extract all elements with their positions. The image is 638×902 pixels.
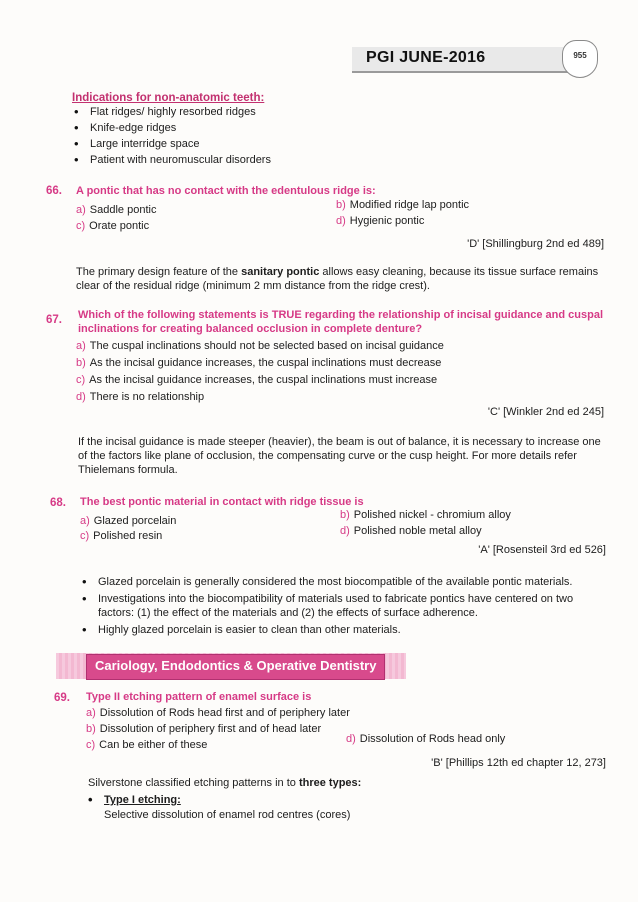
question-text: Which of the following statements is TRUE regarding the relationship of incisal guidance and cuspal inclinations for creating balanced occlusion in complete denture? bbox=[78, 309, 604, 335]
list-item: • Flat ridges/ highly resorbed ridges bbox=[74, 104, 474, 120]
list-item: • Investigations into the biocompatibility of materials used to fabricate pontics have centered on two factors: (1) the effect of the materials and (2) the effects of surface adherence. bbox=[82, 592, 612, 620]
option-b: b) Polished nickel - chromium alloy bbox=[340, 509, 511, 521]
answer-reference: 'D' [Shillingburg 2nd ed 489] bbox=[467, 238, 604, 250]
explanation: The primary design feature of the sanitary pontic allows easy cleaning, because its tissue surface remains clear of the residual ridge (minimum 2 mm distance from the ridge crest). bbox=[76, 266, 599, 292]
option-c: c) Polished resin bbox=[80, 530, 163, 542]
answer-reference: 'C' [Winkler 2nd ed 245] bbox=[487, 406, 604, 418]
type1-heading: • Type I etching: bbox=[88, 792, 588, 808]
question-number: 67. bbox=[46, 314, 62, 326]
answer-reference: 'B' [Phillips 12th ed chapter 12, 273] bbox=[431, 757, 606, 769]
option-a: a) Saddle pontic bbox=[76, 204, 157, 216]
option-c: c) Orate pontic bbox=[76, 220, 150, 232]
question-text: A pontic that has no contact with the edentulous ridge is: bbox=[76, 185, 376, 197]
option-c: c) As the incisal guidance increases, the cuspal inclinations must increase bbox=[76, 374, 438, 386]
option-b: b) Dissolution of periphery first and of head later bbox=[86, 723, 322, 735]
question-number: 66. bbox=[46, 185, 62, 197]
question-text: Type II etching pattern of enamel surface is bbox=[86, 691, 312, 703]
list-item: • Patient with neuromuscular disorders bbox=[74, 152, 474, 168]
option-d: d) Polished noble metal alloy bbox=[340, 525, 482, 537]
list-item: • Highly glazed porcelain is easier to clean than other materials. bbox=[82, 622, 612, 638]
option-d: d) Hygienic pontic bbox=[336, 215, 425, 227]
option-a: a) Glazed porcelain bbox=[80, 515, 177, 527]
list-item: • Large interridge space bbox=[74, 136, 474, 152]
list-item: • Glazed porcelain is generally considered the most biocompatible of the available pontic materials. bbox=[82, 574, 612, 590]
explanation: If the incisal guidance is made steeper (heavier), the beam is out of balance, it is necessary to increase one of the factors like plane of occlusion, the compensating curve or the cusp height. For more details refer Thielemans formula. bbox=[78, 436, 601, 476]
option-b: b) Modified ridge lap pontic bbox=[336, 199, 470, 211]
option-c: c) Can be either of these bbox=[86, 739, 208, 751]
section-heading: Cariology, Endodontics & Operative Dentistry bbox=[86, 654, 385, 680]
question-text: The best pontic material in contact with ridge tissue is bbox=[80, 496, 364, 508]
type1-description: Selective dissolution of enamel rod centres (cores) bbox=[104, 809, 351, 821]
explanation: Silverstone classified etching patterns in to three types: bbox=[88, 777, 362, 789]
page-title: PGI JUNE-2016 bbox=[366, 49, 486, 66]
list-item: • Knife-edge ridges bbox=[74, 120, 474, 136]
indications-heading: Indications for non-anatomic teeth: bbox=[72, 92, 265, 104]
option-a: a) The cuspal inclinations should not be selected based on incisal guidance bbox=[76, 340, 444, 352]
answer-reference: 'A' [Rosensteil 3rd ed 526] bbox=[478, 544, 606, 556]
option-b: b) As the incisal guidance increases, the cuspal inclinations must decrease bbox=[76, 357, 442, 369]
option-d: d) Dissolution of Rods head only bbox=[346, 733, 506, 745]
tooth-page-badge bbox=[562, 40, 598, 78]
indications-list bbox=[74, 104, 474, 168]
question-number: 68. bbox=[50, 497, 66, 509]
question-number: 69. bbox=[54, 692, 70, 704]
type-list bbox=[88, 792, 588, 808]
page-number: 955 bbox=[573, 51, 587, 60]
points-list bbox=[82, 574, 612, 638]
option-a: a) Dissolution of Rods head first and of periphery later bbox=[86, 707, 350, 719]
options-list bbox=[76, 339, 546, 405]
option-d: d) There is no relationship bbox=[76, 391, 205, 403]
